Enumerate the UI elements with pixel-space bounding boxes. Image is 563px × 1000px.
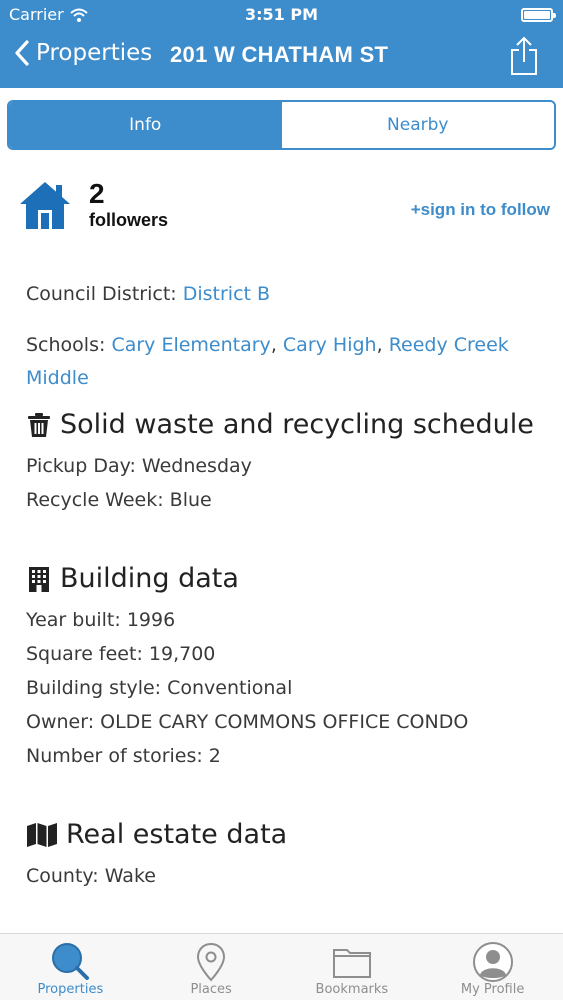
tabbar-label-my-profile: My Profile (460, 982, 525, 997)
property-info (26, 278, 536, 893)
map-icon (26, 822, 58, 848)
year-built: Year built: 1996 (26, 609, 176, 631)
map-pin-icon (190, 941, 232, 983)
chevron-left-icon (14, 40, 30, 66)
council-district-row (26, 278, 536, 311)
back-button[interactable] (14, 40, 152, 66)
building-section-title (26, 559, 536, 599)
tabbar-label-bookmarks: Bookmarks (315, 982, 389, 997)
followers-label: followers (89, 210, 169, 230)
tabbar-item-places[interactable] (141, 934, 282, 1000)
tabbar-item-my-profile[interactable] (422, 934, 563, 1000)
county: County: Wake (26, 865, 156, 887)
schools-row: Schools: Cary Elementary, Cary High, Reedy Creek Middle (26, 334, 509, 389)
schools-label: Schools: (26, 334, 106, 356)
trash-icon (26, 412, 52, 438)
owner: Owner: OLDE CARY COMMONS OFFICE CONDO (26, 711, 469, 733)
folder-icon (331, 941, 373, 983)
pickup-day: Pickup Day: Wednesday (26, 455, 252, 477)
recycle-week: Recycle Week: Blue (26, 489, 212, 511)
header (0, 0, 563, 88)
number-of-stories: Number of stories: 2 (26, 745, 221, 767)
status-bar (0, 0, 563, 28)
share-button[interactable] (509, 36, 539, 76)
council-district-link[interactable]: District B (182, 283, 271, 305)
school-link-cary-high[interactable]: Cary High (282, 334, 377, 356)
council-district-label: Council District: (26, 283, 177, 305)
tab-bar (0, 933, 563, 1000)
user-icon (472, 941, 514, 983)
tabbar-item-bookmarks[interactable] (282, 934, 423, 1000)
house-icon (18, 180, 72, 230)
real-estate-title: Real estate data (66, 819, 288, 850)
tab-nearby[interactable]: Nearby (282, 102, 555, 148)
building-icon (26, 566, 52, 592)
tabbar-item-properties[interactable] (0, 934, 141, 1000)
waste-title: Solid waste and recycling schedule (60, 409, 534, 440)
school-link-cary-elementary[interactable]: Cary Elementary (111, 334, 271, 356)
back-label: Properties (36, 40, 153, 66)
segmented-control (7, 100, 556, 150)
sign-in-to-follow-link[interactable]: +sign in to follow (410, 200, 550, 219)
search-icon (49, 941, 91, 983)
status-time: 3:51 PM (244, 5, 318, 24)
tab-info[interactable]: Info (9, 102, 282, 148)
real-estate-section-title (26, 815, 536, 855)
square-feet: Square feet: 19,700 (26, 643, 216, 665)
followers-count: 2 (89, 178, 105, 209)
tabbar-label-places: Places (190, 982, 232, 997)
carrier-label: Carrier (9, 5, 64, 24)
page-title: 201 W CHATHAM ST (170, 42, 389, 67)
waste-section-title (26, 405, 536, 445)
tabbar-label-properties: Properties (37, 982, 104, 997)
building-style: Building style: Conventional (26, 677, 293, 699)
school-link-reedy-creek-middle[interactable]: Reedy Creek Middle (26, 334, 509, 389)
follow-section (18, 178, 550, 234)
battery-icon (521, 8, 553, 22)
share-icon (509, 36, 539, 76)
building-title: Building data (60, 563, 239, 594)
